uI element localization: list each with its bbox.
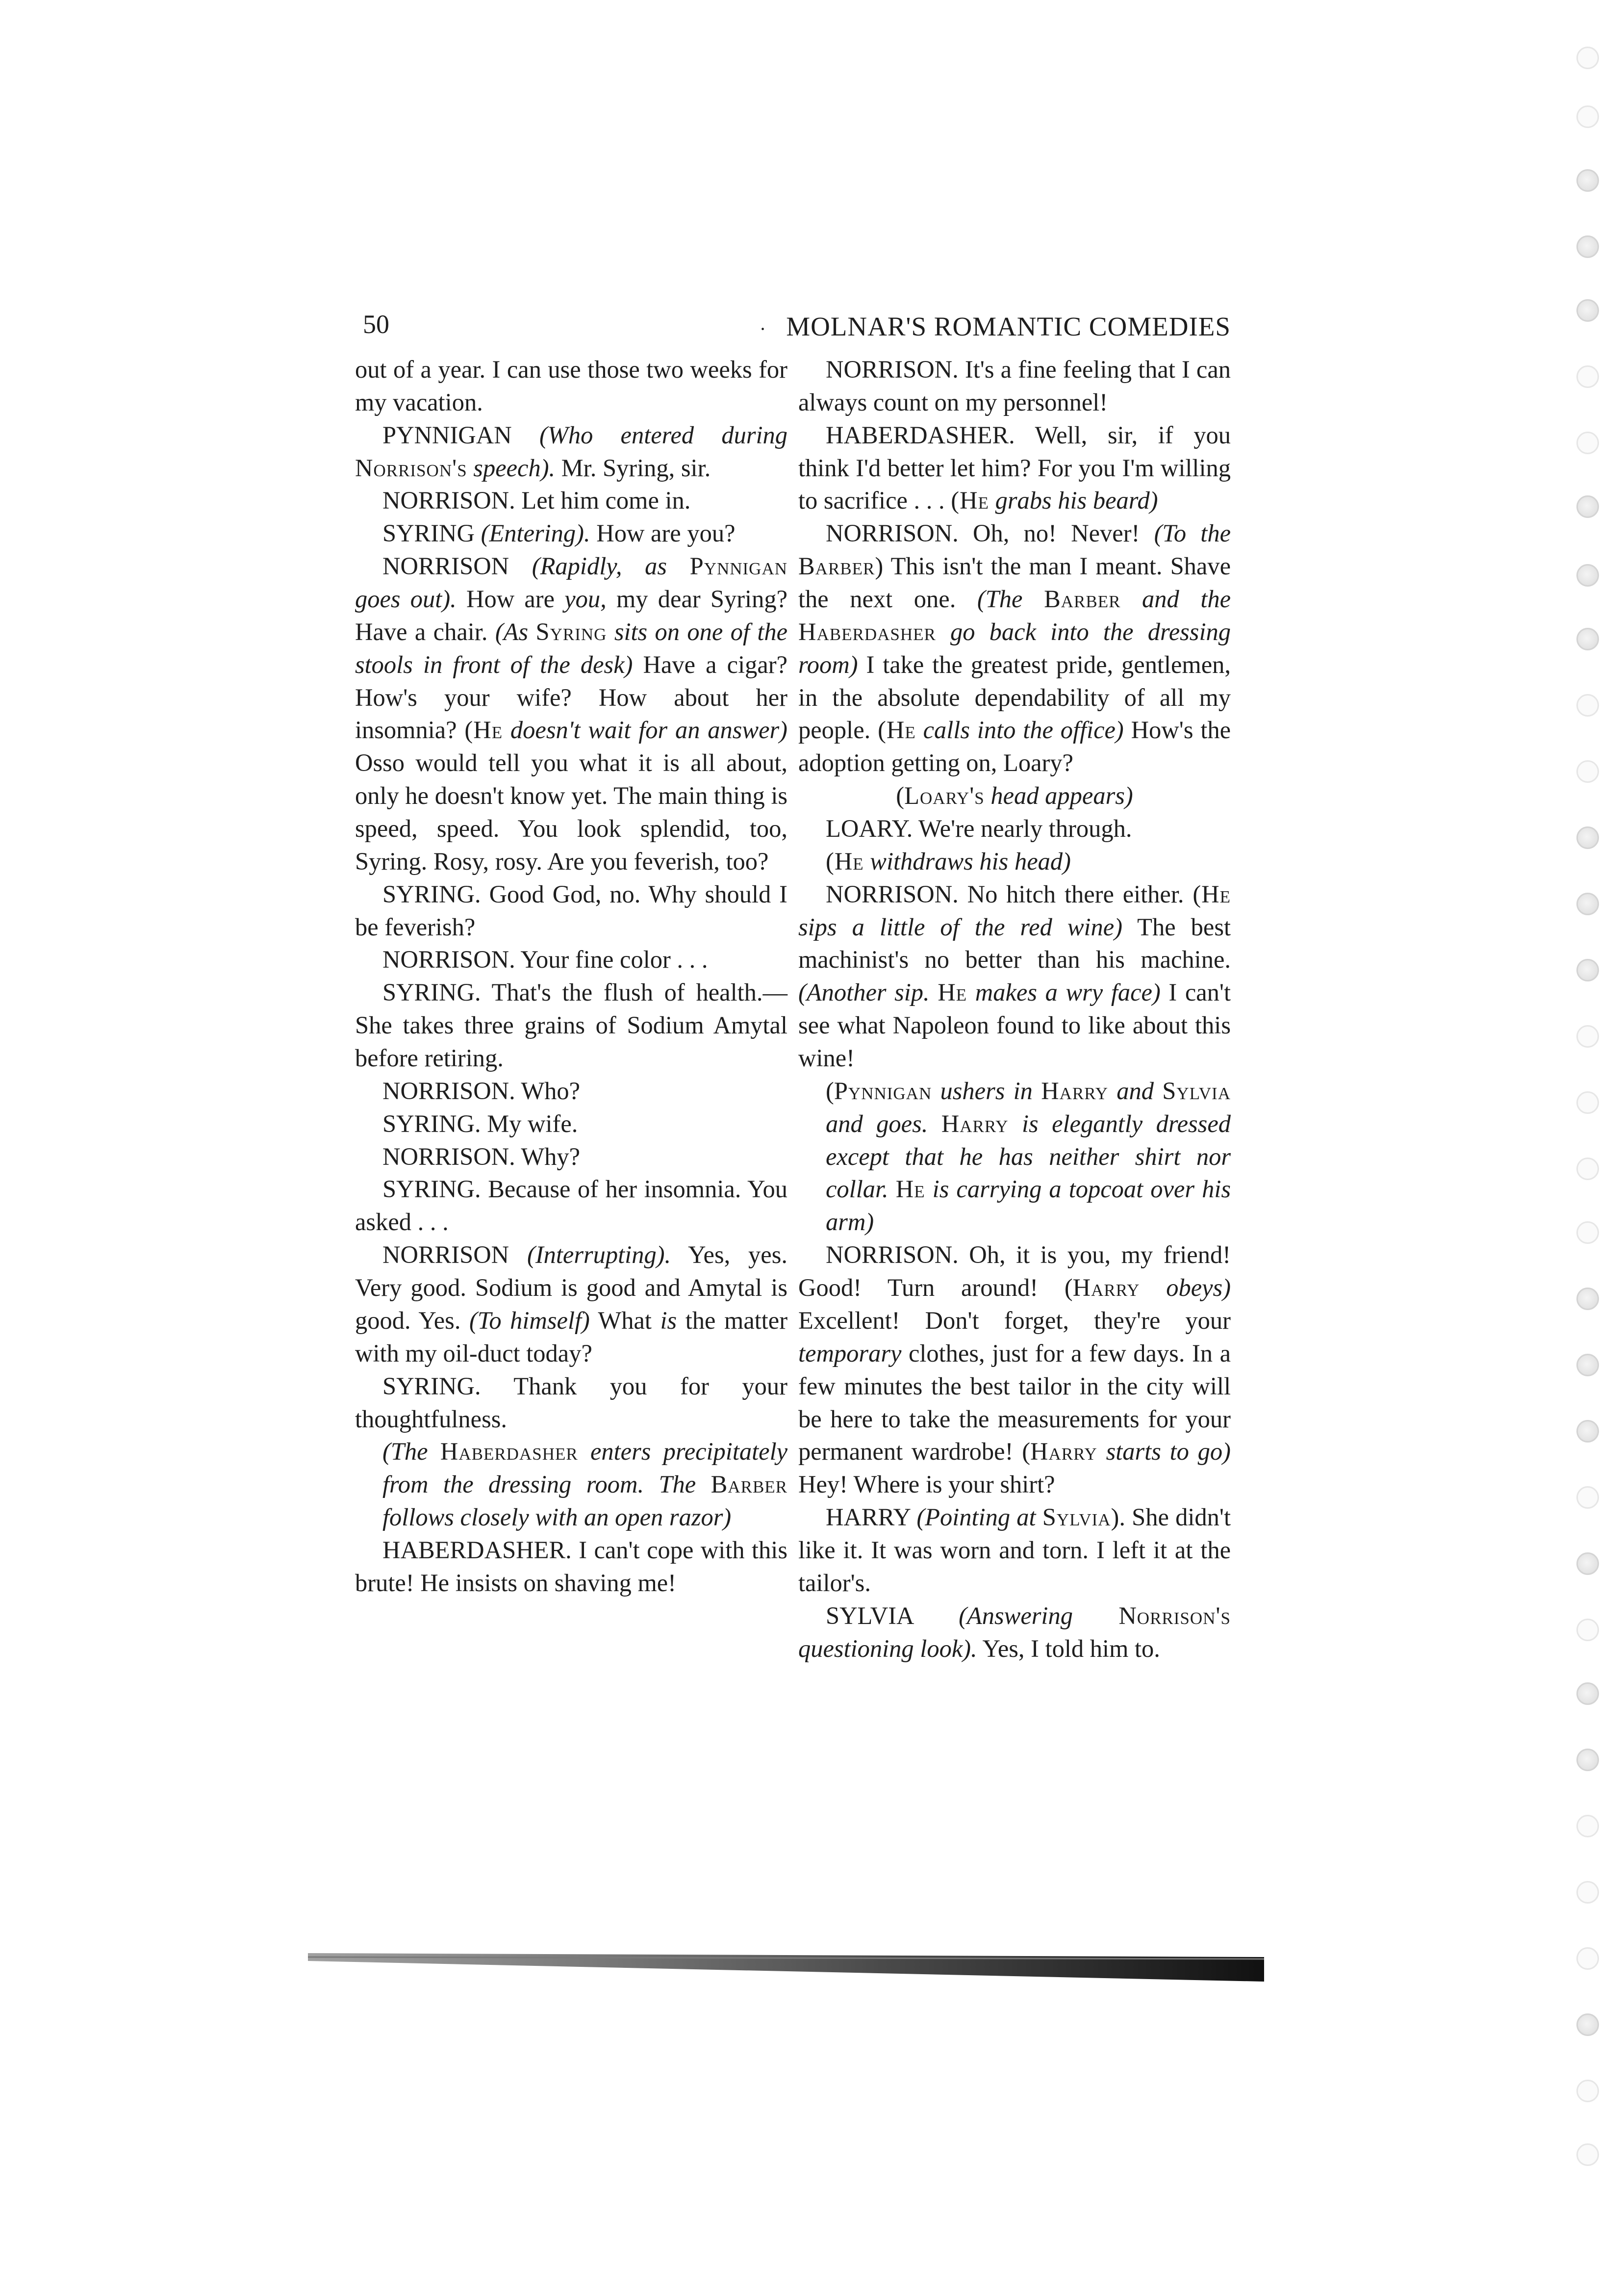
right-column (798, 353, 1231, 1665)
punch-hole (1576, 47, 1599, 69)
dialogue: NORRISON. Why? (382, 1142, 581, 1170)
dialogue: NORRISON (Rapidly, as Pynnigan goes out). How are you, my dear Syring? Have a chair. (As Syring sits on one of the stools in front of the desk) Have a cigar? How's your wife? How about her insomnia? (He doesn't wait for an answer) Osso would tell you what it is all about, only he doesn't know yet. The main thing is speed, speed. You look splendid, too, Syring. Rosy, rosy. Are you feverish, too? (355, 552, 788, 875)
speaker: HABERDASHER. (382, 1536, 572, 1564)
punch-hole (1576, 105, 1599, 128)
running-head: · MOLNAR'S ROMANTIC COMEDIES (759, 311, 1231, 341)
punch-hole (1576, 1749, 1599, 1771)
punch-hole (1576, 169, 1599, 192)
dialogue: SYRING. That's the flush of health.—She takes three grains of Sodium Amytal before retiring. (355, 979, 788, 1072)
dialogue: HABERDASHER. Well, sir, if you think I'd better let him? For you I'm willing to sacrifice . . . (He grabs his beard) (798, 421, 1231, 515)
speaker: NORRISON. (382, 946, 515, 974)
punch-hole (1576, 1354, 1599, 1376)
stage-direction: (He withdraws his head) (826, 847, 1071, 875)
punch-hole (1576, 1947, 1599, 1970)
punch-hole (1576, 1881, 1599, 1904)
speaker: PYNNIGAN (382, 421, 512, 449)
dialogue: SYRING. My wife. (382, 1109, 578, 1137)
punch-hole (1576, 1552, 1599, 1575)
punch-hole (1576, 2013, 1599, 2036)
speaker: NORRISON. (826, 356, 959, 383)
punch-hole (1576, 1288, 1599, 1310)
dialogue: SYRING. Good God, no. Why should I be feverish? (355, 880, 787, 941)
speaker: NORRISON. (382, 487, 515, 515)
dialogue: SYRING. Thank you for your thoughtfulness. (355, 1372, 787, 1433)
dialogue: NORRISON (Interrupting). Yes, yes. Very good. Sodium is good and Amytal is good. Yes. (To himself) What is the matter with my oil-duct today? (355, 1241, 788, 1367)
dialogue: NORRISON. Your fine color . . . (382, 946, 708, 974)
punch-hole (1576, 432, 1599, 454)
speaker: SYRING. (382, 979, 481, 1006)
punch-hole (1576, 1221, 1599, 1244)
punch-hole (1576, 564, 1599, 587)
dialogue: NORRISON. Who? (382, 1077, 581, 1105)
punch-hole (1576, 1815, 1599, 1837)
dialogue: HABERDASHER. I can't cope with this brute! He insists on shaving me! (355, 1536, 787, 1597)
punch-hole (1576, 2143, 1599, 2166)
punch-hole (1576, 826, 1599, 849)
dialogue: LOARY. We're nearly through. (826, 815, 1132, 843)
punch-hole (1576, 2080, 1599, 2102)
speaker: SYRING. (382, 1109, 481, 1137)
speaker: SYLVIA (826, 1601, 913, 1629)
punch-hole (1576, 1619, 1599, 1641)
speaker: SYRING. (382, 1175, 481, 1203)
dialogue: HARRY (Pointing at Sylvia). She didn't like it. It was worn and torn. I left it at the tailor's. (798, 1503, 1231, 1597)
punch-hole (1576, 893, 1599, 915)
speaker: NORRISON. (826, 519, 959, 547)
punch-hole (1576, 235, 1599, 258)
punch-hole (1576, 628, 1599, 650)
dialogue: NORRISON. Oh, no! Never! (To the Barber) This isn't the man I meant. Shave the next one. (The Barber and the Haberdasher go back into the dressing room) I take the greatest pride, gentlemen, in the absolute dependability of all my people. (He calls into the office) How's the adoption getting on, Loary? (798, 519, 1231, 777)
punch-hole (1576, 1420, 1599, 1443)
stage-direction: (Loary's head appears) (896, 782, 1133, 810)
speaker: SYRING. (382, 1372, 481, 1400)
speaker: NORRISON (382, 1241, 509, 1269)
speaker: NORRISON. (382, 1142, 515, 1170)
punch-hole (1576, 760, 1599, 783)
dialogue: NORRISON. Oh, it is you, my friend! Good! Turn around! (Harry obeys) Excellent! Don't forget, they're your temporary clothes, just for a few days. In a few minutes the best tailor in the city will be here to take the measurements for your permanent wardrobe! (Harry starts to go) Hey! Where is your shirt? (798, 1241, 1231, 1498)
speaker: NORRISON (382, 552, 509, 580)
speaker: NORRISON. (826, 880, 959, 908)
stage-direction: (Pynnigan ushers in Harry and Sylvia and goes. Harry is elegantly dressed except that he has neither shirt nor collar. He is carrying a topcoat over his arm) (826, 1077, 1231, 1236)
stage-direction: (The Haberdasher enters precipitately from the dressing room. The Barber follows closely with an open razor) (382, 1438, 788, 1531)
running-head-title: MOLNAR'S ROMANTIC COMEDIES (786, 311, 1231, 341)
speaker: LOARY. (826, 815, 913, 843)
punch-hole (1576, 959, 1599, 981)
dialogue: NORRISON. Let him come in. (382, 487, 691, 515)
dialogue: NORRISON. No hitch there either. (He sips a little of the red wine) The best machinist's no better than his machine. (Another sip. He makes a wry face) I can't see what Napoleon found to like about this wine! (798, 880, 1231, 1072)
punch-hole (1576, 1025, 1599, 1048)
speaker: HABERDASHER. (826, 421, 1015, 449)
dialogue: SYLVIA (Answering Norrison's questioning look). Yes, I told him to. (798, 1601, 1231, 1662)
dialogue: NORRISON. It's a fine feeling that I can always count on my personnel! (798, 356, 1231, 416)
punch-hole (1576, 299, 1599, 322)
dialogue: SYRING. Because of her insomnia. You asked . . . (355, 1175, 788, 1236)
punch-hole (1576, 1486, 1599, 1509)
page-number: 50 (363, 309, 389, 339)
dialogue: PYNNIGAN (Who entered during Norrison's speech). Mr. Syring, sir. (355, 421, 787, 482)
dialogue: SYRING (Entering). How are you? (382, 519, 736, 547)
punch-hole (1576, 495, 1599, 518)
punch-hole (1576, 365, 1599, 388)
speaker: SYRING (382, 519, 475, 547)
left-column (355, 353, 787, 1599)
paragraph: out of a year. I can use those two weeks for my vacation. (355, 356, 787, 416)
page-header (363, 309, 1231, 348)
speaker: NORRISON. (382, 1077, 515, 1105)
punch-hole (1576, 1158, 1599, 1180)
speaker: SYRING. (382, 880, 481, 908)
speaker: NORRISON. (826, 1241, 959, 1269)
punch-hole (1576, 694, 1599, 717)
punch-hole (1576, 1091, 1599, 1114)
speaker: HARRY (826, 1503, 911, 1531)
punch-hole (1576, 1682, 1599, 1705)
